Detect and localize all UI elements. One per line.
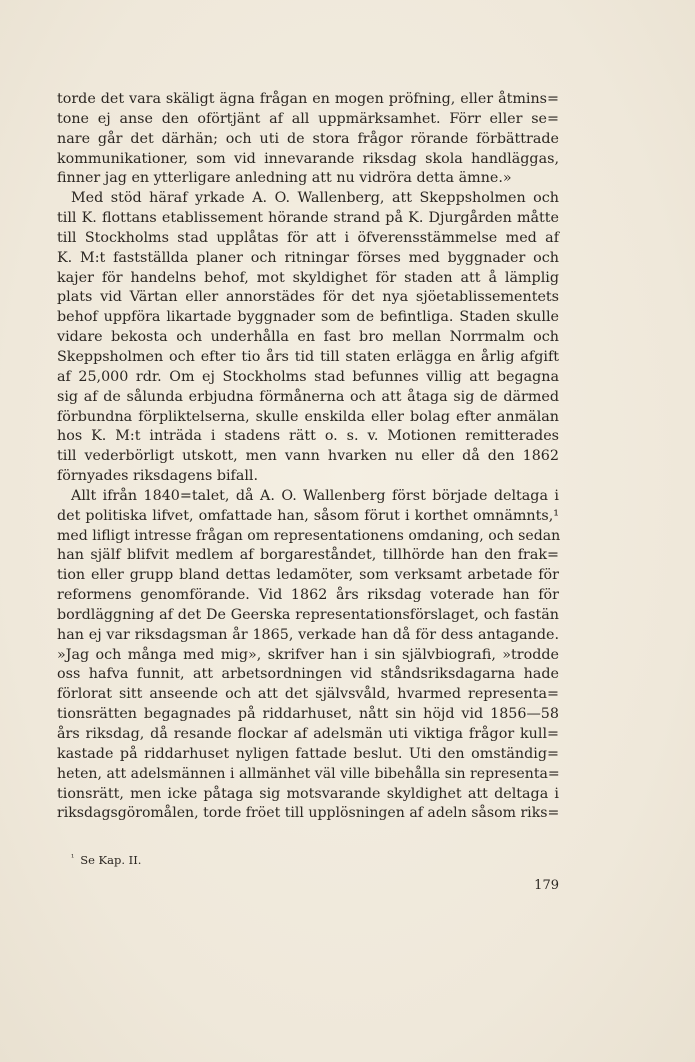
text-line: vidare bekosta och underhålla en fast bro mellan Norrmalm och (57, 329, 559, 346)
text-line: hos K. M:t inträda i stadens rätt o. s. v. Motionen remitterades (57, 428, 559, 445)
text-line: kommunikationer, som vid innevarande riksdag skola handläggas, (57, 150, 559, 167)
text-line: tone ej anse den oförtjänt af all uppmärksamhet. Förr eller se= (57, 110, 559, 127)
text-line: sig af de sålunda erbjudna förmånerna och att åtaga sig de därmed (57, 388, 559, 405)
paragraph-start-line: Allt ifrån 1840=talet, då A. O. Wallenberg först började deltaga i (71, 487, 559, 504)
footnote-mark: ¹ (71, 853, 75, 862)
text-line: med lifligt intresse frågan om representationens omdaning, och sedan (57, 527, 561, 544)
text-line: nare går det därhän; och uti de stora frågor rörande förbättrade (57, 130, 559, 147)
text-line: förbundna förpliktelserna, skulle enskilda eller bolag efter anmälan (57, 408, 559, 425)
text-line: reformens genomförande. Vid 1862 års riksdag voterade han för (57, 587, 559, 604)
text-line: års riksdag, då resande flockar af adelsmän uti viktiga frågor kull= (57, 726, 559, 742)
paragraph-start-line: Med stöd häraf yrkade A. O. Wallenberg, att Skeppsholmen och (71, 190, 559, 207)
text-line: finner jag en ytterligare anledning att nu vidröra detta ämne.» (57, 170, 512, 187)
text-line: bordläggning af det De Geerska representationsförslaget, och fastän (57, 606, 559, 623)
text-line: plats vid Värtan eller annorstädes för det nya sjöetablissementets (57, 289, 559, 306)
text-line: torde det vara skäligt ägna frågan en mogen pröfning, eller åtmins= (57, 91, 559, 107)
text-line: kastade på riddarhuset nyligen fattade beslut. Uti den omständig= (57, 745, 559, 762)
text-line: till Stockholms stad upplåtas för att i öfverensstämmelse med af (57, 229, 559, 246)
text-line: »Jag och många med mig», skrifver han i sin självbiografi, »trodde (57, 646, 559, 663)
text-line: till K. flottans etablissement hörande strand på K. Djurgården måtte (57, 210, 559, 227)
footnote-text: Se Kap. II. (80, 853, 142, 867)
text-line: oss hafva funnit, att arbetsordningen vid ståndsriksdagarna hade (57, 666, 559, 683)
text-line: heten, att adelsmännen i allmänhet väl ville bibehålla sin representa= (57, 765, 560, 782)
text-line: förnyades riksdagens bifall. (57, 468, 259, 485)
footnote (71, 850, 141, 868)
text-line: han själf blifvit medlem af borgareståndet, tillhörde han den frak= (57, 547, 559, 564)
text-line: kajer för handelns behof, mot skyldighet för staden att å lämplig (57, 269, 559, 286)
text-line: tionsrätt, men icke påtaga sig motsvarande skyldighet att deltaga i (57, 785, 559, 802)
text-line: tionsrätten begagnades på riddarhuset, nått sin höjd vid 1856—58 (57, 706, 559, 723)
text-line: det politiska lifvet, omfattade han, såsom förut i korthet omnämnts,¹ (57, 507, 559, 524)
text-line: Skeppsholmen och efter tio års tid till staten erlägga en årlig afgift (57, 348, 559, 365)
body-text (57, 90, 559, 824)
text-line: behof uppföra likartade byggnader som de befintliga. Staden skulle (57, 309, 559, 326)
text-line: riksdagsgöromålen, torde fröet till upplösningen af adeln såsom riks= (57, 805, 560, 822)
page-number: 179 (534, 878, 559, 893)
text-line: han ej var riksdagsman år 1865, verkade han då för dess antagande. (57, 626, 559, 643)
text-line: K. M:t fastställda planer och ritningar förses med byggnader och (57, 249, 559, 266)
text-line: förlorat sitt anseende och att det självsvåld, hvarmed representa= (57, 686, 559, 703)
text-line: tion eller grupp bland dettas ledamöter, som verksamt arbetade för (57, 567, 559, 584)
text-line: till vederbörligt utskott, men vann hvarken nu eller då den 1862 (57, 448, 559, 465)
text-line: af 25,000 rdr. Om ej Stockholms stad befunnes villig att begagna (57, 368, 559, 385)
